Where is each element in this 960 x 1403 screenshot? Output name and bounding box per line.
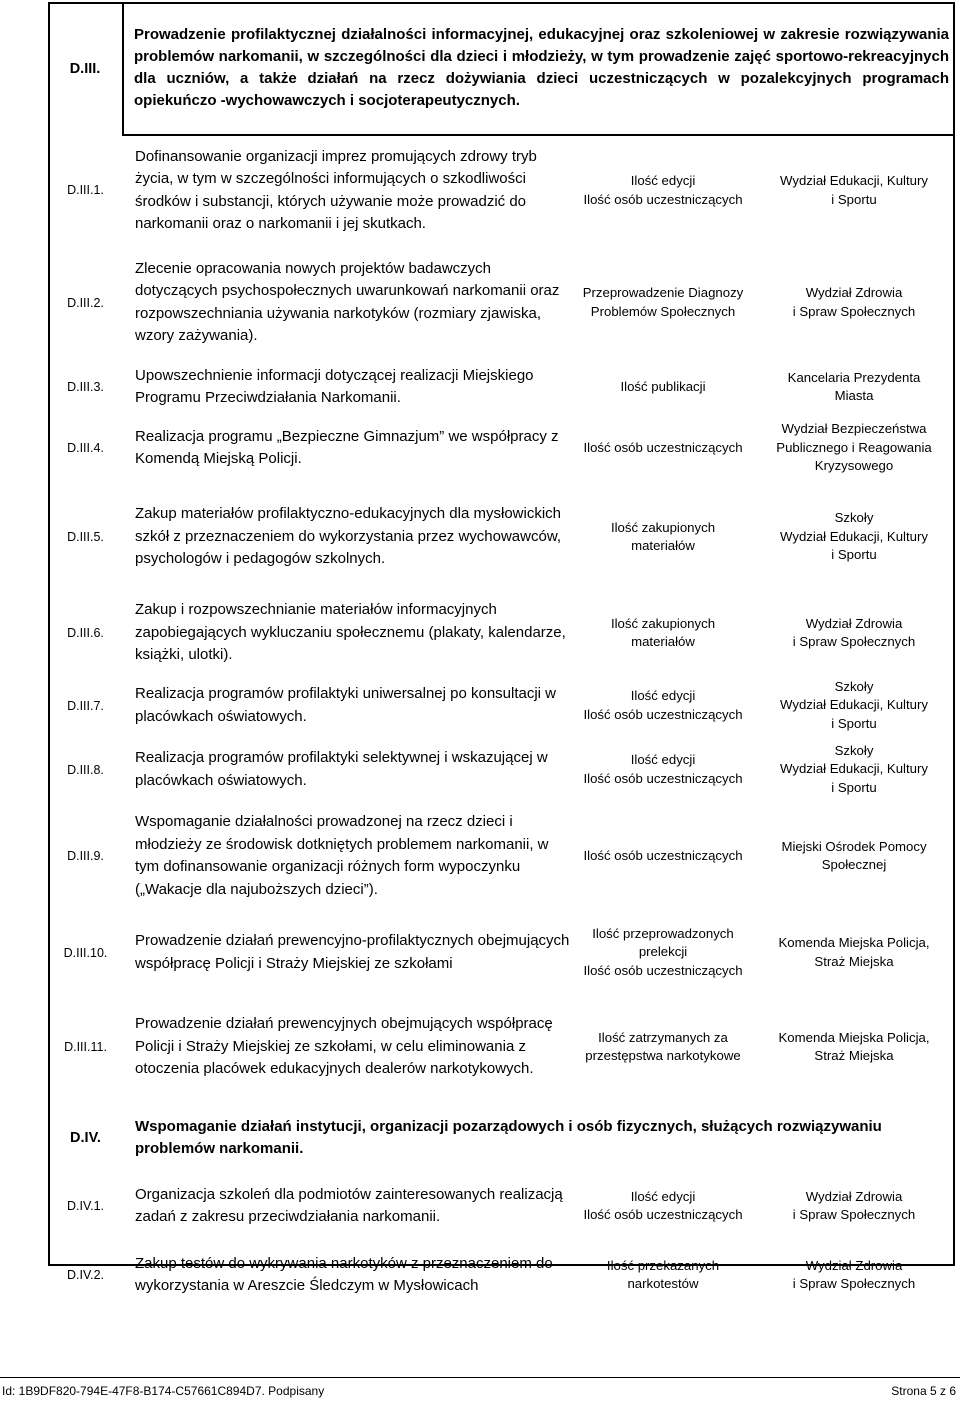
responsible-line: Szkoły	[834, 678, 874, 694]
task-description: Zlecenie opracowania nowych projektów badawczych dotyczących psychospołecznych uwarunkowań narkomanii oraz rozpowszechniania używania narkotyków (rozmiary zjawiska, wzory zażywania).	[135, 259, 560, 344]
responsible-line: i Sportu	[831, 715, 877, 731]
task-description: Wspomaganie działalności prowadzonej na rzecz dzieci i młodzieży ze środowisk dotkniętych problemem narkomanii, w tym dofinansowanie organizacji różnych form wypoczynku („Wakacje dla najuboższych dzieci”).	[135, 813, 549, 898]
page-border	[48, 2, 955, 1266]
indicator-line: Ilość osób uczestniczących	[583, 439, 743, 455]
indicator-line: Ilość zatrzymanych za	[598, 1029, 728, 1045]
task-code: D.III.6.	[67, 626, 104, 640]
indicator-line: przestępstwa narkotykowe	[585, 1048, 741, 1063]
task-code: D.III.9.	[67, 849, 104, 863]
indicator-line: Ilość zakupionych	[610, 615, 716, 631]
task-description: Zakup testów do wykrywania narkotyków z przeznaczeniem do wykorzystania w Areszcie Śledczym w Mysłowicach	[135, 1254, 553, 1294]
task-code: D.III.2.	[67, 295, 104, 310]
indicator-line: Ilość przekazanych	[606, 1257, 720, 1273]
responsible-line: i Spraw Społecznych	[792, 303, 916, 319]
indicator-line: Ilość osób uczestniczących	[583, 1207, 743, 1222]
task-code: D.IV.2.	[66, 1268, 105, 1282]
indicator-line: Ilość osób uczestniczących	[583, 191, 743, 207]
task-description: Prowadzenie działań prewencyjno-profilaktycznych obejmujących współpracę Policji i Straży Miejskiej ze szkołami	[135, 932, 570, 972]
footer-divider	[0, 1377, 960, 1378]
responsible-line: Komenda Miejska Policja,	[778, 1029, 930, 1045]
responsible-line: Wydział Edukacji, Kultury	[780, 697, 928, 713]
indicator-line: Przeprowadzenie Diagnozy	[582, 285, 744, 300]
indicator-line: Ilość edycji	[630, 688, 696, 703]
responsible-line: Kancelaria Prezydenta	[787, 369, 921, 385]
task-code: D.III.11.	[64, 1040, 107, 1054]
indicator-line: Ilość zakupionych	[610, 519, 716, 535]
section-code: D.III.	[48, 2, 123, 135]
task-code: D.III.8.	[67, 762, 104, 777]
section-heading: Wspomaganie działań instytucji, organizacji pozarządowych i osób fizycznych, służących rozwiązywaniu problemów narkomanii.	[135, 1117, 882, 1157]
indicator-line: Ilość edycji	[630, 173, 696, 188]
responsible-line: Wydział Edukacji, Kultury	[780, 173, 928, 188]
responsible-line: Komenda Miejska Policja,	[778, 935, 930, 950]
responsible-line: Miasta	[834, 388, 874, 403]
responsible-line: Publicznego i Reagowania	[776, 439, 932, 455]
responsible-line: Miejski Ośrodek Pomocy	[781, 838, 927, 854]
responsible-line: Wydział Zdrowia	[805, 615, 903, 631]
task-code: D.III.10.	[63, 945, 108, 960]
responsible-line: i Sportu	[831, 547, 877, 563]
task-code: D.III.5.	[67, 530, 104, 544]
indicator-line: Ilość edycji	[630, 752, 696, 767]
responsible-line: Straż Miejska	[814, 953, 894, 969]
task-description: Dofinansowanie organizacji imprez promujących zdrowy tryb życia, w tym w szczególności informujących o szkodliwości środków i substancji, których używanie może prowadzić do narkomanii oraz o narkomanii i jej skutkach.	[135, 147, 537, 232]
responsible-line: i Sportu	[831, 779, 877, 795]
task-description: Realizacja programów profilaktyki selektywnej i wskazującej w placówkach oświatowych.	[135, 749, 548, 789]
section-code: D.IV.	[70, 1129, 101, 1146]
task-description: Zakup i rozpowszechnianie materiałów informacyjnych zapobiegających wykluczaniu społecznemu (plakaty, kalendarze, książki, ulotki).	[135, 601, 566, 664]
indicator-line: Ilość edycji	[630, 1188, 696, 1204]
document-id: Id: 1B9DF820-794E-47F8-B174-C57661C894D7. Podpisany	[2, 1384, 325, 1398]
task-description: Realizacja programu „Bezpieczne Gimnazjum” we współpracy z Komendą Miejską Policji.	[135, 427, 559, 467]
responsible-line: Wydział Zdrowia	[805, 1257, 903, 1273]
indicator-line: Ilość publikacji	[620, 378, 706, 394]
responsible-line: Straż Miejska	[814, 1048, 894, 1063]
responsible-line: Wydział Bezpieczeństwa	[781, 421, 927, 437]
task-description: Zakup materiałów profilaktyczno-edukacyjnych dla mysłowickich szkół z przeznaczeniem do wykorzystania przez wychowawców, psychologów i pedagogów szkolnych.	[135, 505, 561, 568]
indicator-line: Ilość osób uczestniczących	[583, 706, 743, 722]
indicator-line: Problemów Społecznych	[590, 303, 736, 319]
task-description: Prowadzenie działań prewencyjnych obejmujących współpracę Policji i Straży Miejskiej ze szkołami, w celu eliminowania z otoczenia placówek edukacyjnych dealerów narkotykowych.	[135, 1015, 553, 1078]
responsible-line: i Sportu	[831, 191, 877, 207]
indicator-line: Ilość osób uczestniczących	[583, 847, 743, 863]
indicator-line: prelekcji	[638, 944, 688, 960]
task-description: Upowszechnienie informacji dotyczącej realizacji Miejskiego Programu Przeciwdziałania Narkomanii.	[135, 366, 534, 406]
indicator-line: materiałów	[631, 538, 695, 553]
task-code: D.III.1.	[67, 183, 104, 197]
responsible-line: Społecznej	[821, 857, 887, 872]
task-description: Organizacja szkoleń dla podmiotów zainteresowanych realizacją zadań z zakresu przeciwdziałania narkomanii.	[135, 1185, 563, 1225]
responsible-line: Szkoły	[834, 510, 874, 526]
responsible-line: Wydział Zdrowia	[805, 285, 903, 300]
task-code: D.III.3.	[67, 380, 104, 394]
responsible-line: Wydział Edukacji, Kultury	[780, 761, 928, 777]
responsible-line: i Spraw Społecznych	[792, 634, 916, 649]
section-heading: Prowadzenie profilaktycznej działalności informacyjnej, edukacyjnej oraz szkoleniowej w zakresie rozwiązywania problemów narkomanii, w szczególności dla dzieci i młodzieży, w tym prowadzenie zajęć sportowo-rekreacyjnych dla uczniów, a także działań na rzecz dożywiania dzieci uczestniczących w pozalekcyjnych programach opiekuńczo -wychowawczych i socjoterapeutycznych.	[123, 2, 955, 135]
indicator-line: Ilość przeprowadzonych	[592, 925, 734, 941]
task-code: D.IV.1.	[66, 1199, 105, 1213]
responsible-line: Szkoły	[834, 742, 874, 758]
responsible-line: i Spraw Społecznych	[792, 1207, 916, 1222]
responsible-line: Wydział Zdrowia	[805, 1188, 903, 1204]
task-code: D.III.7.	[67, 698, 104, 713]
responsible-line: i Spraw Społecznych	[792, 1276, 916, 1291]
indicator-line: Ilość osób uczestniczących	[583, 770, 743, 786]
page-number: Strona 5 z 6	[891, 1384, 956, 1398]
indicator-line: materiałów	[631, 634, 695, 649]
indicator-line: narkotestów	[627, 1276, 699, 1291]
indicator-line: Ilość osób uczestniczących	[583, 962, 743, 978]
responsible-line: Wydział Edukacji, Kultury	[780, 528, 928, 544]
responsible-line: Kryzysowego	[814, 458, 894, 474]
task-code: D.III.4.	[67, 441, 104, 455]
task-description: Realizacja programów profilaktyki uniwersalnej po konsultacji w placówkach oświatowych.	[135, 685, 557, 725]
